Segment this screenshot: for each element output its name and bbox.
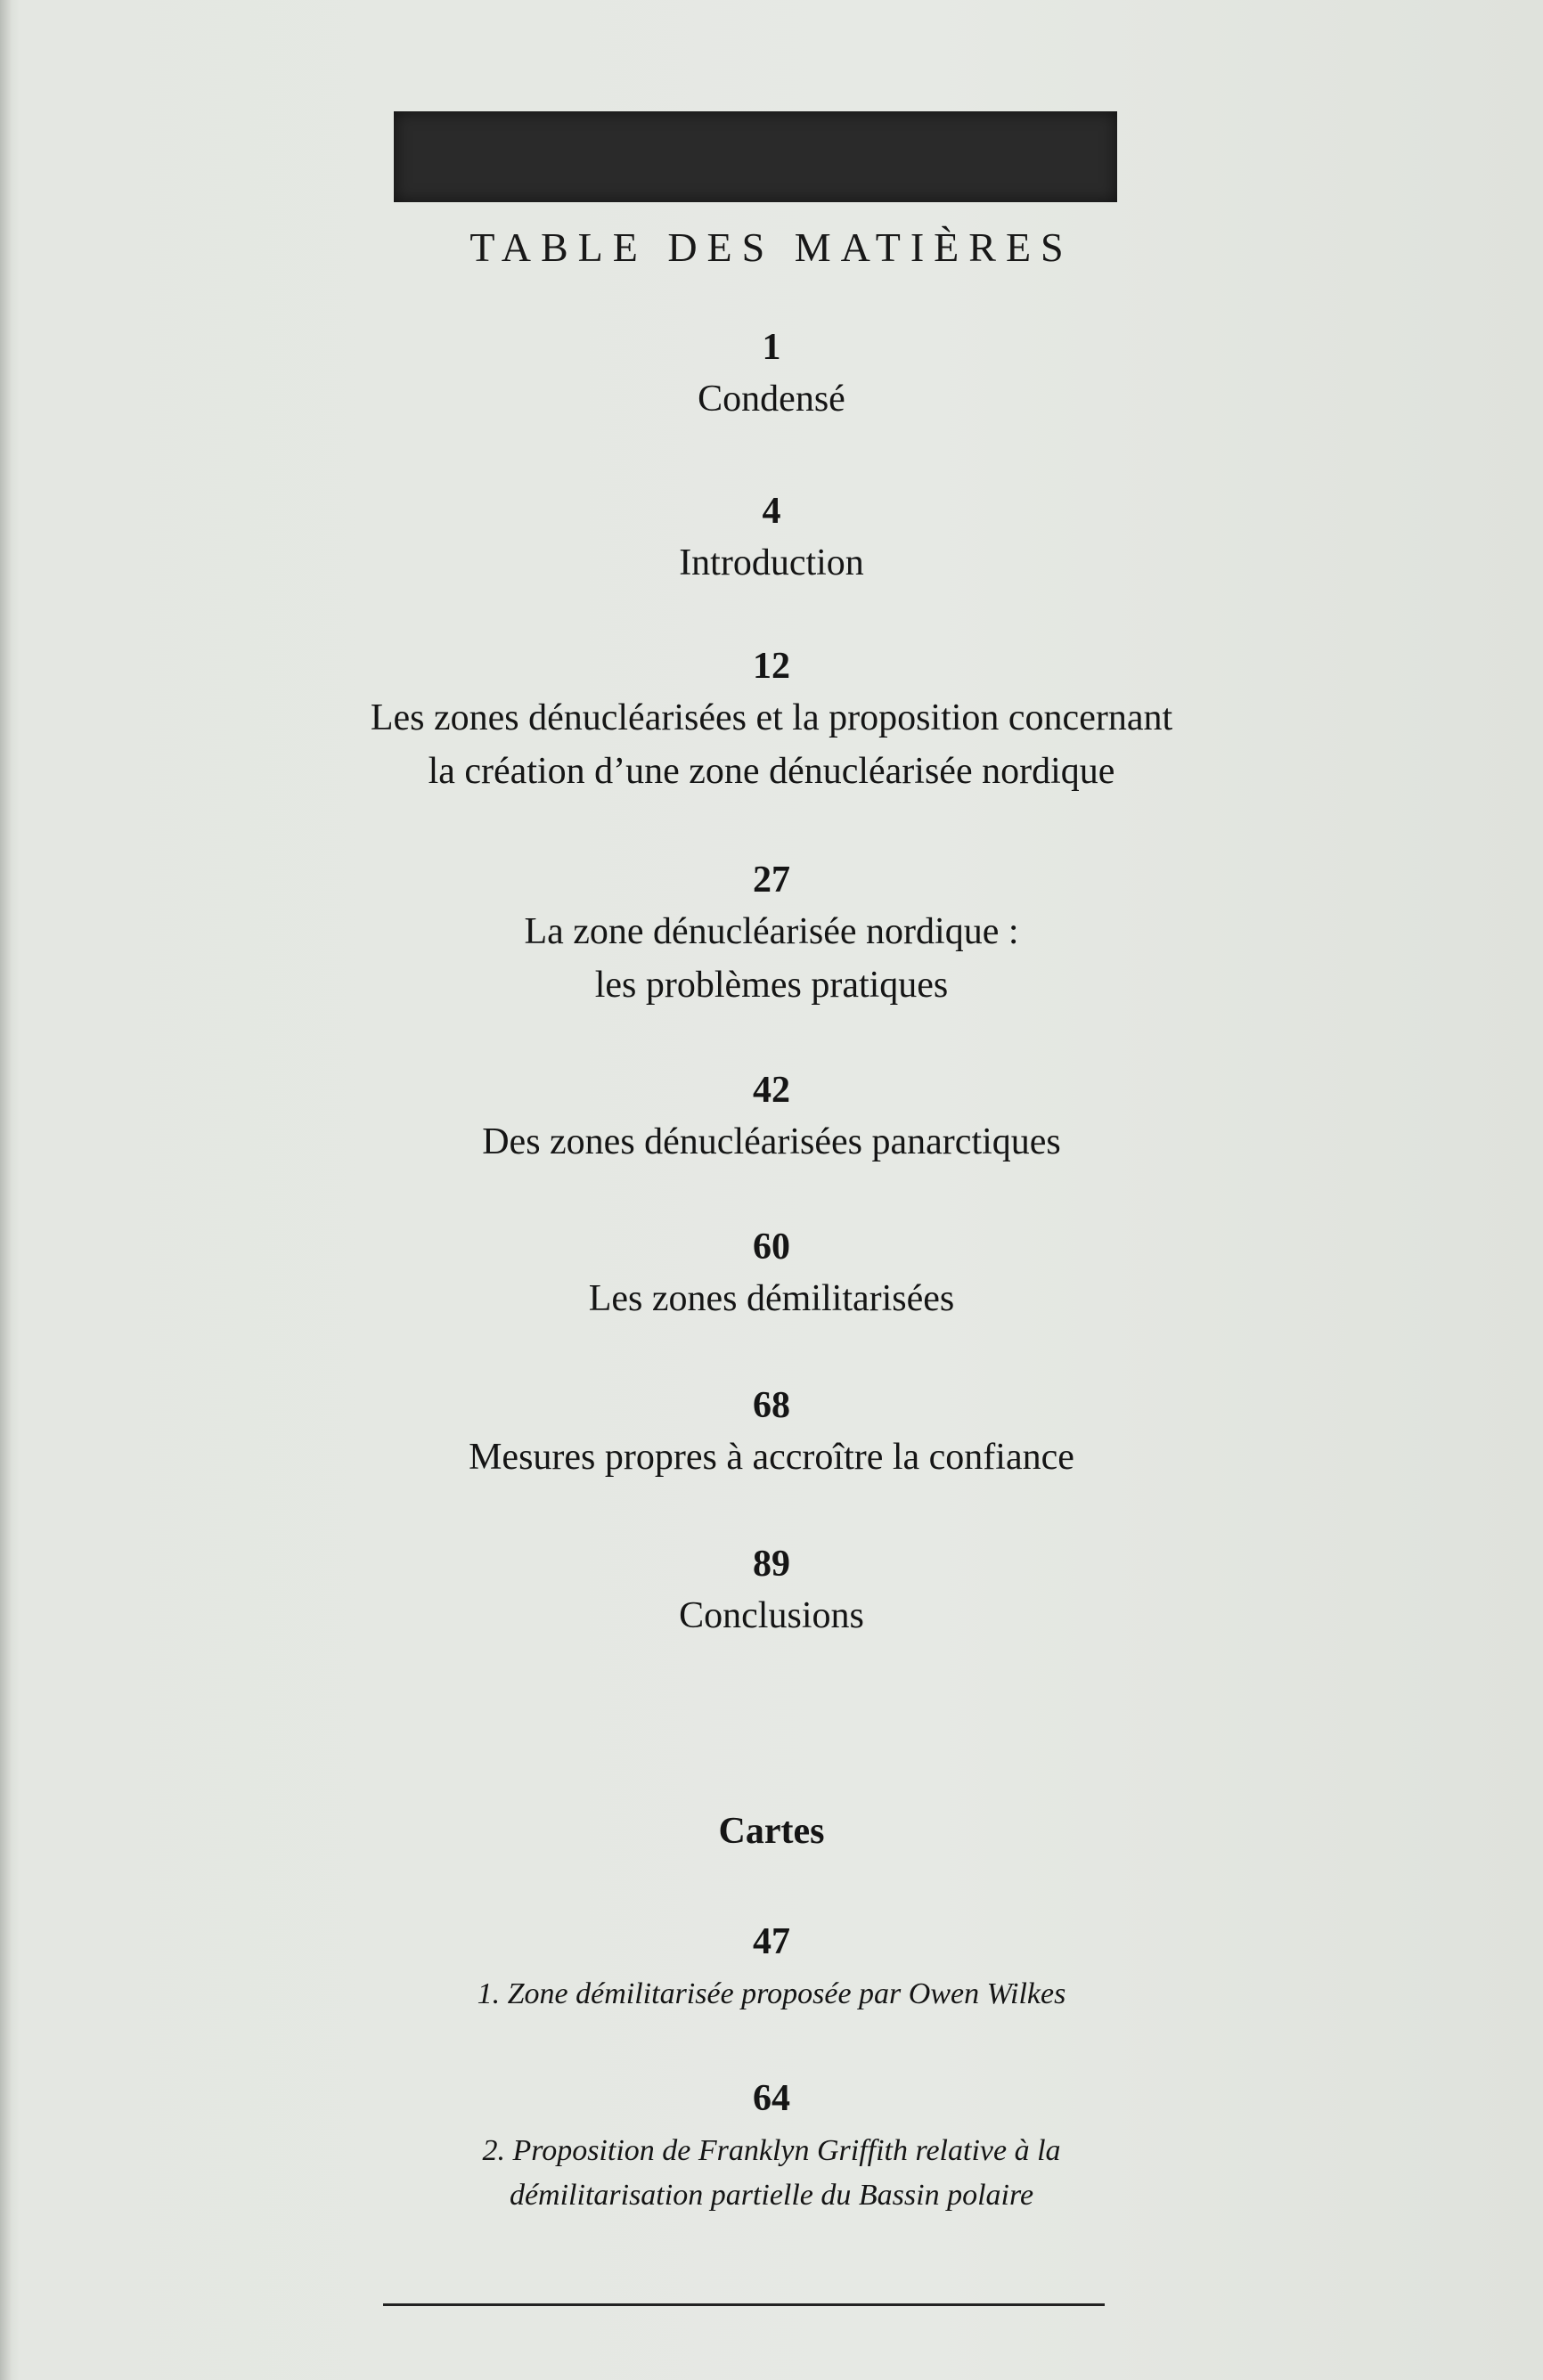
toc-entry-zones-denuclearisees (0, 641, 1543, 798)
toc-entry-introduction (0, 486, 1543, 590)
map-page-number: 64 (753, 2078, 790, 2119)
toc-entry-condense (0, 322, 1543, 426)
map-entry-wilkes (0, 1917, 1543, 2017)
toc-page-number: 27 (753, 860, 790, 901)
toc-page-number: 1 (762, 327, 781, 368)
toc-title: Des zones dénucléarisées panarctiques (482, 1121, 1061, 1162)
map-entry-griffith (0, 2074, 1543, 2218)
map-page-number: 47 (753, 1921, 790, 1962)
toc-entry-zones-demilitarisees (0, 1222, 1543, 1325)
map-title-line-2: démilitarisation partielle du Bassin polaire (509, 2179, 1034, 2212)
map-title-line-1: 2. Proposition de Franklyn Griffith relative à la (482, 2134, 1061, 2167)
toc-page-number: 60 (753, 1227, 790, 1267)
toc-entry-zone-nordique (0, 855, 1543, 1012)
toc-entry-mesures-confiance (0, 1381, 1543, 1484)
toc-title: Les zones démilitarisées (588, 1278, 955, 1319)
toc-title-line-2: la création d’une zone dénucléarisée nordique (428, 751, 1115, 792)
toc-page-number: 89 (753, 1544, 790, 1585)
toc-title-line-1: La zone dénucléarisée nordique : (524, 911, 1019, 952)
toc-page-number: 4 (762, 491, 781, 532)
toc-title: Conclusions (679, 1595, 864, 1636)
toc-title: Condensé (698, 379, 845, 420)
toc-title: Mesures propres à accroître la confiance (469, 1437, 1074, 1478)
map-title: 1. Zone démilitarisée proposée par Owen Wilkes (477, 1977, 1066, 2010)
header-black-bar (394, 111, 1117, 202)
toc-heading: TABLE DES MATIÈRES (469, 224, 1074, 270)
maps-heading: Cartes (718, 1811, 825, 1852)
toc-page-number: 12 (753, 646, 790, 687)
toc-page-number: 68 (753, 1385, 790, 1426)
toc-title-line-1: Les zones dénucléarisées et la proposition concernant (370, 697, 1173, 738)
toc-title-line-2: les problèmes pratiques (594, 965, 949, 1006)
toc-title: Introduction (679, 542, 864, 583)
bottom-rule (383, 2303, 1105, 2306)
toc-page-number: 42 (753, 1070, 790, 1111)
toc-entry-panarctiques (0, 1065, 1543, 1169)
toc-entry-conclusions (0, 1539, 1543, 1642)
